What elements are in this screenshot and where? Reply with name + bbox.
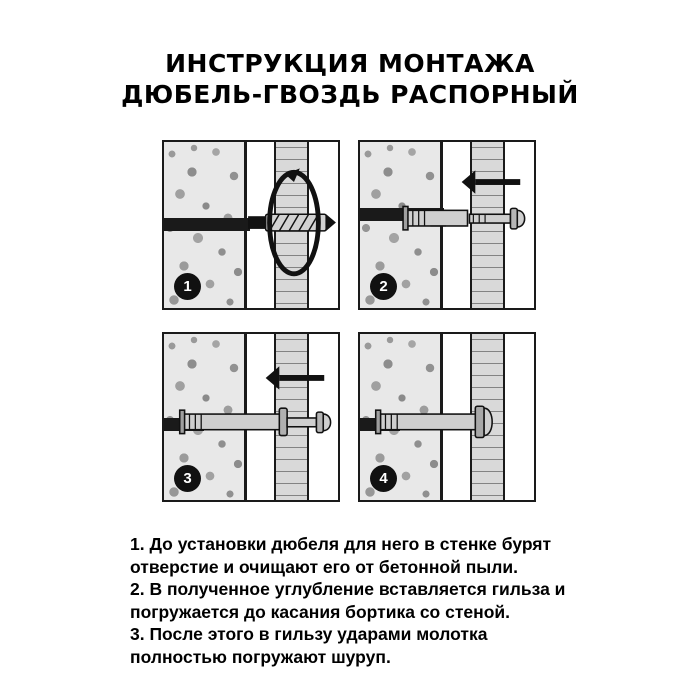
insert-arrow-icon	[462, 170, 521, 193]
figure-grid	[162, 140, 538, 510]
panel-step-2	[358, 140, 536, 310]
title-line-1: ИНСТРУКЦИЯ МОНТАЖА	[165, 49, 535, 78]
instructions-text	[130, 533, 576, 668]
panel-step-1	[162, 140, 340, 310]
title-line-2: ДЮБЕЛЬ-ГВОЗДЬ РАСПОРНЫЙ	[121, 80, 579, 109]
instruction-step-2: 2. В полученное углубление вставляется гильза и погружается до касания бортика со стеной.	[130, 579, 566, 622]
step-badge-4: 4	[370, 465, 397, 492]
step-badge-3: 3	[174, 465, 201, 492]
step-badge-2: 2	[370, 273, 397, 300]
instruction-step-1: 1. До установки дюбеля для него в стенке бурят отверстие и очищают его от бетонной пыли.	[130, 534, 552, 577]
instruction-step-3: 3. После этого в гильзу ударами молотка полностью погружают шуруп.	[130, 624, 488, 667]
page-title	[0, 0, 700, 110]
panel-step-3	[162, 332, 340, 502]
insert-arrow-icon	[266, 366, 325, 389]
step-badge-1: 1	[174, 273, 201, 300]
panel-step-4	[358, 332, 536, 502]
